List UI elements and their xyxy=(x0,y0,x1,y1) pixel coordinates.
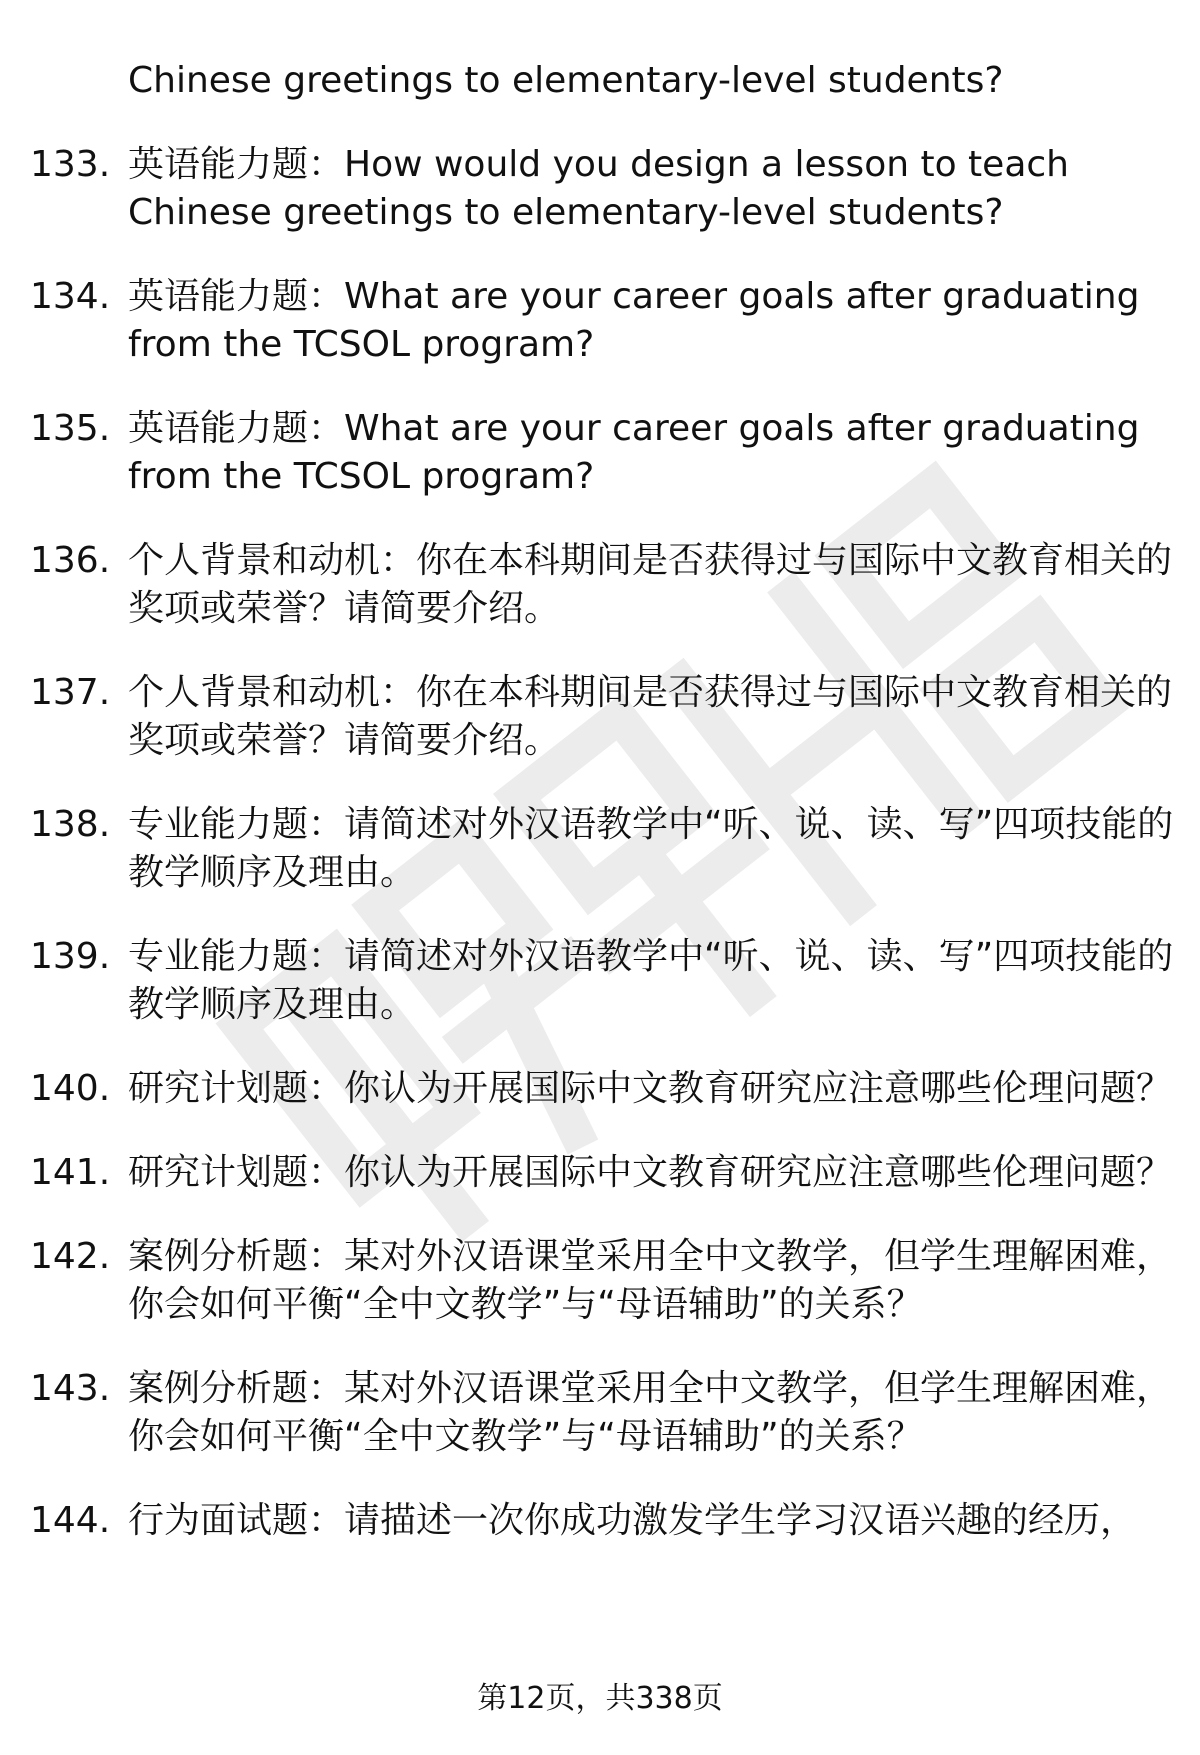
question-number: 144. xyxy=(30,1500,111,1541)
question-item xyxy=(30,1365,1175,1461)
question-item xyxy=(30,1149,1175,1197)
question-item xyxy=(30,405,1175,501)
question-text: 案例分析题：某对外汉语课堂采用全中文教学，但学生理解困难，你会如何平衡“全中文教学”与“母语辅助”的关系？ xyxy=(128,1368,1173,1457)
question-number: 137. xyxy=(30,672,111,713)
question-number: 141. xyxy=(30,1152,111,1193)
question-number: 143. xyxy=(30,1368,111,1409)
question-number: 134. xyxy=(30,276,111,317)
question-item xyxy=(30,141,1175,237)
question-text: 专业能力题：请简述对外汉语教学中“听、说、读、写”四项技能的教学顺序及理由。 xyxy=(128,936,1174,1025)
continued-question-text: Chinese greetings to elementary-level students? xyxy=(128,60,1004,101)
question-number: 133. xyxy=(30,144,111,185)
question-item xyxy=(30,801,1175,897)
page-footer: 第12页，共338页 xyxy=(477,1681,723,1716)
question-number: 138. xyxy=(30,804,111,845)
question-text: 研究计划题：你认为开展国际中文教育研究应注意哪些伦理问题？ xyxy=(128,1068,1173,1109)
question-number: 135. xyxy=(30,408,111,449)
question-text: 研究计划题：你认为开展国际中文教育研究应注意哪些伦理问题？ xyxy=(128,1152,1173,1193)
question-list xyxy=(30,141,1175,1581)
question-text: 英语能力题：What are your career goals after graduating from the TCSOL program? xyxy=(128,408,1140,497)
question-number: 140. xyxy=(30,1068,111,1109)
question-item xyxy=(30,933,1175,1029)
question-item xyxy=(30,1497,1175,1545)
question-text: 英语能力题：What are your career goals after graduating from the TCSOL program? xyxy=(128,276,1140,365)
question-item xyxy=(30,537,1175,633)
question-number: 136. xyxy=(30,540,111,581)
question-item xyxy=(30,1065,1175,1113)
question-text: 英语能力题：How would you design a lesson to teach Chinese greetings to elementary-level students? xyxy=(128,144,1069,233)
question-text: 专业能力题：请简述对外汉语教学中“听、说、读、写”四项技能的教学顺序及理由。 xyxy=(128,804,1174,893)
question-item xyxy=(30,273,1175,369)
question-text: 案例分析题：某对外汉语课堂采用全中文教学，但学生理解困难，你会如何平衡“全中文教学”与“母语辅助”的关系？ xyxy=(128,1236,1173,1325)
question-text: 行为面试题：请描述一次你成功激发学生学习汉语兴趣的经历， xyxy=(128,1500,1137,1541)
question-text: 个人背景和动机：你在本科期间是否获得过与国际中文教育相关的奖项或荣誉？请简要介绍。 xyxy=(128,672,1173,761)
question-text: 个人背景和动机：你在本科期间是否获得过与国际中文教育相关的奖项或荣誉？请简要介绍。 xyxy=(128,540,1173,629)
question-item xyxy=(30,669,1175,765)
question-number: 139. xyxy=(30,936,111,977)
question-item xyxy=(30,1233,1175,1329)
question-number: 142. xyxy=(30,1236,111,1277)
